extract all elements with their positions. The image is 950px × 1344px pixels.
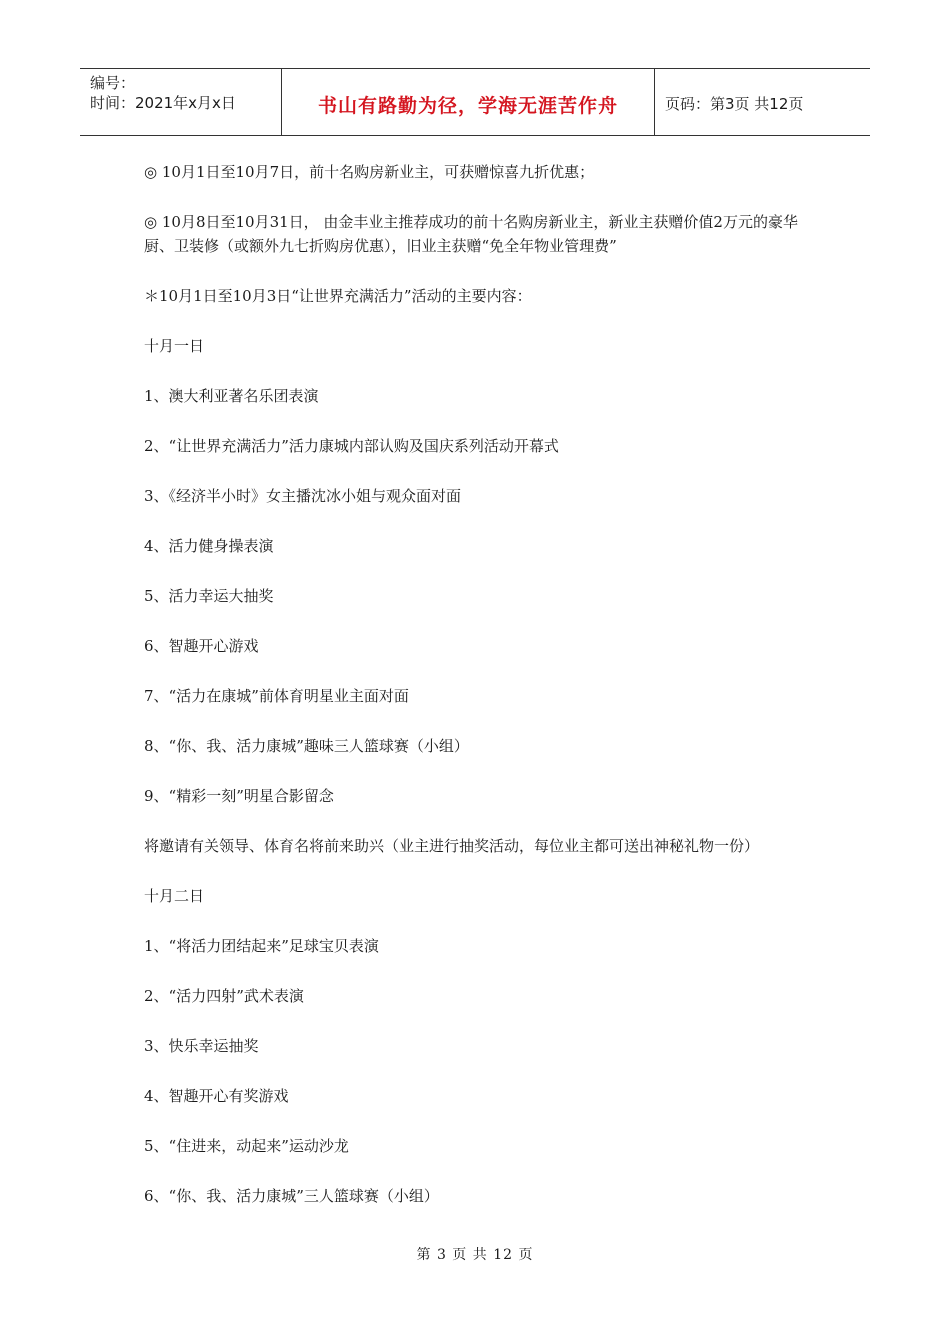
list-item: 2、“让世界充满活力”活力康城内部认购及国庆系列活动开幕式	[144, 437, 559, 455]
list-item: 5、活力幸运大抽奖	[144, 587, 274, 605]
header-page-info: 页码：第3页 共12页	[665, 94, 804, 113]
list-item: 4、智趣开心有奖游戏	[144, 1087, 289, 1105]
header-number: 编号：	[90, 74, 136, 92]
paragraph: ◎ 10月1日至10月7日，前十名购房新业主，可获赠惊喜九折优惠；	[144, 163, 595, 181]
paragraph: ◎ 10月8日至10月31日， 由金丰业主推荐成功的前十名购房新业主，新业主获赠价值2万元的豪华厨、卫装修（或额外九七折购房优惠），旧业主获赠“免全年物业管理费”	[144, 213, 798, 255]
list-item: 6、智趣开心游戏	[144, 637, 259, 655]
list-item: 2、“活力四射”武术表演	[144, 987, 304, 1005]
header-meta	[80, 69, 282, 135]
list-item: 1、“将活力团结起来”足球宝贝表演	[144, 937, 379, 955]
list-item: 5、“住进来，动起来”运动沙龙	[144, 1137, 349, 1155]
list-item: 3、快乐幸运抽奖	[144, 1037, 259, 1055]
paragraph: 将邀请有关领导、体育名将前来助兴（业主进行抽奖活动，每位业主都可送出神秘礼物一份）	[144, 837, 760, 855]
list-item: 7、“活力在康城”前体育明星业主面对面	[144, 687, 409, 705]
section-heading: 十月二日	[144, 887, 205, 905]
header-time: 时间：2021年x月x日	[90, 94, 236, 112]
header-motto-cell	[282, 69, 655, 135]
list-item: 9、“精彩一刻”明星合影留念	[144, 787, 334, 805]
list-item: 8、“你、我、活力康城”趣味三人篮球赛（小组）	[144, 737, 469, 755]
list-item: 3、《经济半小时》女主播沈冰小姐与观众面对面	[144, 487, 462, 505]
header-motto: 书山有路勤为径，学海无涯苦作舟	[317, 94, 618, 117]
list-item: 4、活力健身操表演	[144, 537, 274, 555]
paragraph: ＊10月1日至10月3日“让世界充满活力”活动的主要内容：	[144, 287, 532, 305]
document-body	[144, 160, 824, 1234]
list-item: 6、“你、我、活力康城”三人篮球赛（小组）	[144, 1187, 439, 1205]
page-footer: 第 3 页 共 12 页	[416, 1247, 534, 1263]
page-header	[80, 68, 870, 136]
section-heading: 十月一日	[144, 337, 205, 355]
list-item: 1、澳大利亚著名乐团表演	[144, 387, 319, 405]
